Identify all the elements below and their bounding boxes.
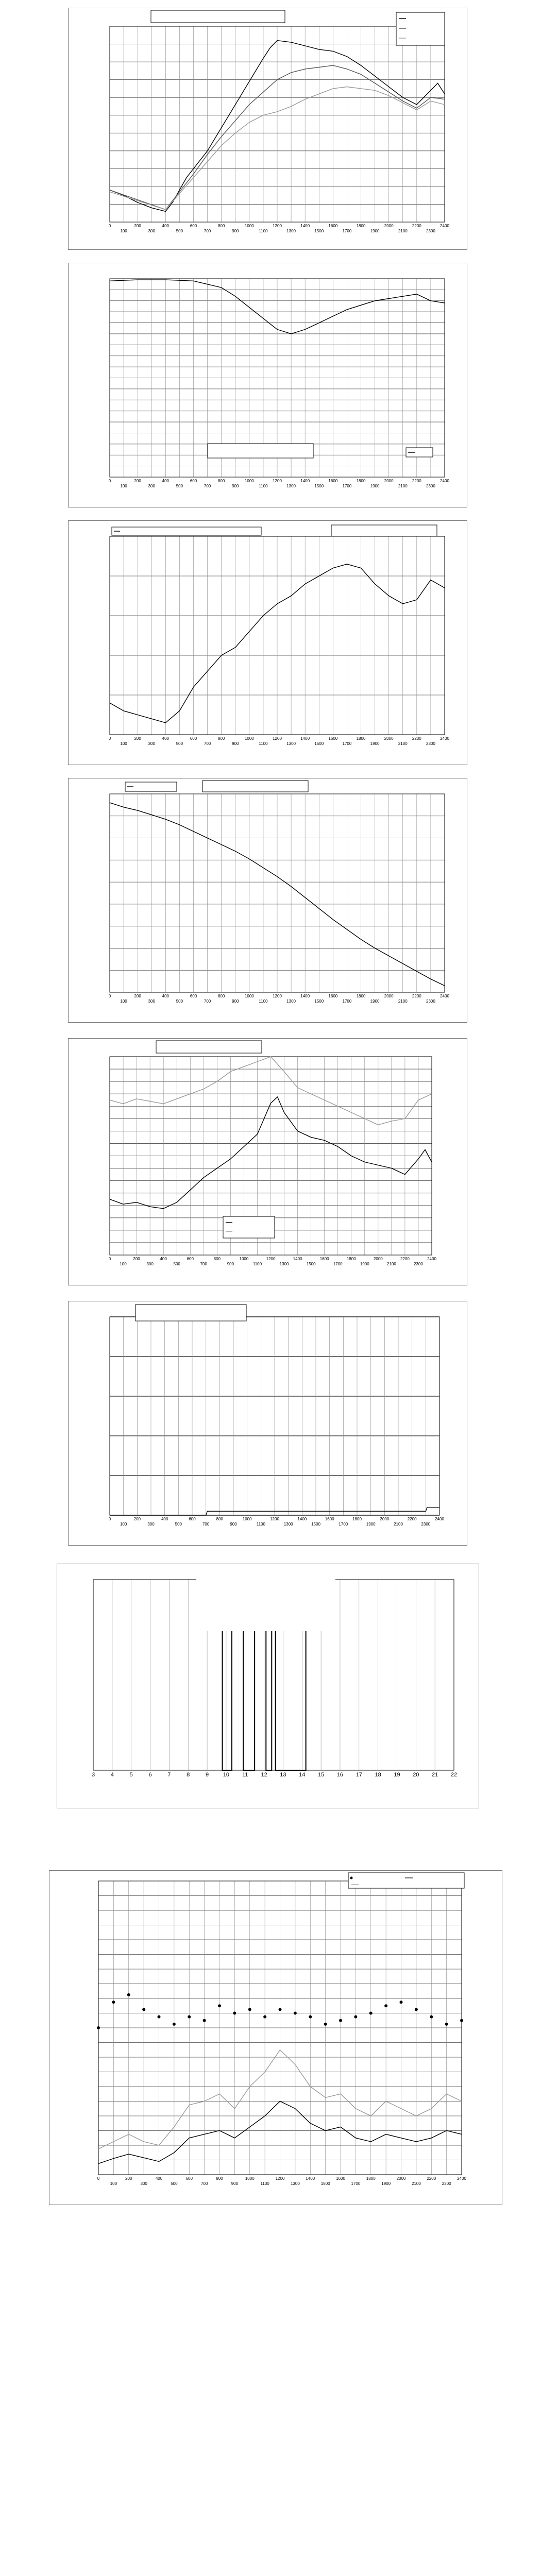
pressure-chart bbox=[69, 778, 467, 1022]
x-tick-label: 300 bbox=[148, 229, 155, 233]
x-tick-label: 500 bbox=[176, 999, 183, 1004]
x-tick-label: 1700 bbox=[339, 1522, 348, 1527]
x-tick-label: 900 bbox=[232, 741, 239, 746]
mixing-ratio-chart-panel bbox=[68, 520, 467, 765]
x-tick-label: 1600 bbox=[319, 1257, 329, 1261]
x-tick-label: 1300 bbox=[286, 484, 296, 488]
legend-box bbox=[223, 1216, 275, 1238]
x-tick-label: 100 bbox=[120, 1262, 127, 1266]
x-tick-label: 200 bbox=[134, 994, 141, 998]
x-tick-label: 2000 bbox=[384, 994, 394, 998]
series-point bbox=[233, 2012, 236, 2015]
x-tick-label: 800 bbox=[217, 736, 225, 741]
series-point bbox=[248, 2008, 251, 2011]
x-tick-label: 5 bbox=[129, 1772, 133, 1778]
x-tick-label: 15 bbox=[317, 1772, 325, 1778]
plot-grid bbox=[110, 794, 445, 992]
x-tick-label: 700 bbox=[204, 741, 211, 746]
x-tick-label: 7 bbox=[167, 1772, 171, 1778]
plot-grid bbox=[110, 26, 445, 222]
x-tick-label: 13 bbox=[280, 1772, 286, 1778]
series-point bbox=[415, 2008, 418, 2011]
title-box bbox=[208, 444, 313, 458]
x-tick-label: 10 bbox=[223, 1772, 230, 1778]
x-tick-label: 18 bbox=[375, 1772, 381, 1778]
x-tick-label: 900 bbox=[232, 229, 239, 233]
x-tick-label: 1300 bbox=[279, 1262, 289, 1266]
x-tick-label: 1100 bbox=[259, 999, 268, 1004]
x-tick-label: 400 bbox=[162, 224, 170, 228]
series-point bbox=[218, 2004, 221, 2007]
x-tick-label: 1800 bbox=[356, 994, 366, 998]
x-tick-label: 400 bbox=[162, 479, 170, 483]
x-tick-label: 2100 bbox=[398, 229, 408, 233]
x-tick-label: 2300 bbox=[442, 2181, 451, 2186]
x-tick-label: 1400 bbox=[306, 2176, 315, 2181]
series-point bbox=[188, 2015, 191, 2019]
x-tick-label: 2300 bbox=[426, 999, 435, 1004]
title-box bbox=[156, 1041, 262, 1053]
x-tick-label: 1700 bbox=[351, 2181, 361, 2186]
x-tick-label: 2200 bbox=[412, 994, 421, 998]
x-tick-label: 800 bbox=[216, 2176, 223, 2181]
x-tick-label: 200 bbox=[133, 1517, 141, 1521]
temperature-chart bbox=[69, 8, 467, 249]
rainfall-chart bbox=[69, 1301, 467, 1545]
x-tick-label: 2200 bbox=[427, 2176, 436, 2181]
x-tick-label: 200 bbox=[125, 2176, 132, 2181]
x-tick-label: 400 bbox=[162, 994, 170, 998]
x-tick-label: 0 bbox=[108, 736, 111, 741]
x-tick-label: 2200 bbox=[412, 479, 421, 483]
x-tick-label: 1600 bbox=[328, 736, 338, 741]
x-tick-label: 200 bbox=[134, 479, 141, 483]
x-tick-label: 14 bbox=[299, 1772, 306, 1778]
series-point bbox=[294, 2012, 297, 2015]
x-tick-label: 1700 bbox=[342, 999, 352, 1004]
x-tick-label: 800 bbox=[213, 1257, 221, 1261]
x-tick-label: 700 bbox=[200, 2181, 208, 2186]
x-tick-label: 700 bbox=[204, 484, 211, 488]
x-tick-label: 2400 bbox=[457, 2176, 466, 2181]
x-tick-label: 4 bbox=[110, 1772, 114, 1778]
series-point bbox=[445, 2023, 448, 2026]
x-tick-label: 200 bbox=[134, 224, 141, 228]
grass-temp-chart-panel bbox=[68, 1038, 467, 1285]
series-point bbox=[354, 2015, 357, 2019]
x-tick-label: 1800 bbox=[366, 2176, 376, 2181]
x-tick-label: 1400 bbox=[297, 1517, 307, 1521]
temperature-chart-panel bbox=[68, 8, 467, 250]
x-tick-label: 100 bbox=[120, 1522, 127, 1527]
series-point bbox=[142, 2008, 145, 2011]
x-tick-label: 700 bbox=[202, 1522, 210, 1527]
x-tick-label: 900 bbox=[232, 484, 239, 488]
x-tick-label: 1500 bbox=[311, 1522, 320, 1527]
x-tick-label: 900 bbox=[231, 2181, 239, 2186]
x-tick-label: 700 bbox=[204, 229, 211, 233]
legend-box bbox=[348, 1873, 464, 1888]
legend-box bbox=[112, 527, 261, 535]
x-tick-label: 900 bbox=[232, 999, 239, 1004]
x-tick-label: 2300 bbox=[426, 484, 435, 488]
grass-temp-chart bbox=[69, 1039, 467, 1285]
plot-grid bbox=[98, 1881, 462, 2175]
x-tick-label: 1300 bbox=[286, 999, 296, 1004]
x-tick-label: 0 bbox=[108, 224, 111, 228]
x-tick-label: 1900 bbox=[381, 2181, 391, 2186]
x-tick-label: 800 bbox=[217, 224, 225, 228]
x-tick-label: 2100 bbox=[394, 1522, 403, 1527]
x-tick-label: 1200 bbox=[273, 736, 282, 741]
x-tick-label: 1600 bbox=[328, 224, 338, 228]
x-tick-label: 2400 bbox=[440, 994, 449, 998]
x-tick-label: 1400 bbox=[293, 1257, 302, 1261]
x-tick-label: 20 bbox=[413, 1772, 419, 1778]
x-tick-label: 1100 bbox=[252, 1262, 262, 1266]
x-tick-label: 1200 bbox=[270, 1517, 279, 1521]
x-tick-label: 2000 bbox=[384, 479, 394, 483]
x-tick-label: 1600 bbox=[328, 479, 338, 483]
x-tick-label: 22 bbox=[450, 1772, 458, 1778]
series-point bbox=[339, 2019, 342, 2022]
x-tick-label: 1500 bbox=[314, 484, 324, 488]
x-tick-label: 400 bbox=[160, 1257, 167, 1261]
x-tick-label: 0 bbox=[108, 1257, 111, 1261]
x-tick-label: 1700 bbox=[342, 741, 352, 746]
x-tick-label: 300 bbox=[148, 741, 155, 746]
legend-box bbox=[396, 12, 445, 45]
wind-chart bbox=[49, 1871, 502, 2205]
x-tick-label: 600 bbox=[190, 736, 197, 741]
x-tick-label: 500 bbox=[176, 741, 183, 746]
x-tick-label: 1700 bbox=[342, 484, 352, 488]
x-tick-label: 1200 bbox=[266, 1257, 276, 1261]
x-tick-label: 700 bbox=[200, 1262, 207, 1266]
x-tick-label: 1500 bbox=[306, 1262, 316, 1266]
series-point bbox=[384, 2004, 387, 2007]
rainfall-chart-panel bbox=[68, 1301, 467, 1546]
x-tick-label: 1000 bbox=[244, 479, 254, 483]
x-tick-label: 1000 bbox=[242, 1517, 252, 1521]
x-tick-label: 2300 bbox=[421, 1522, 431, 1527]
x-tick-label: 0 bbox=[108, 479, 111, 483]
x-tick-label: 200 bbox=[134, 736, 141, 741]
title-box bbox=[331, 525, 437, 536]
legend-swatch bbox=[350, 1877, 353, 1879]
title-box bbox=[151, 10, 285, 23]
x-tick-label: 600 bbox=[187, 1257, 194, 1261]
series-point bbox=[324, 2023, 327, 2026]
x-tick-label: 2400 bbox=[427, 1257, 436, 1261]
x-tick-label: 500 bbox=[176, 229, 183, 233]
x-tick-label: 1200 bbox=[275, 2176, 285, 2181]
x-tick-label: 800 bbox=[217, 479, 225, 483]
x-tick-label: 1900 bbox=[370, 484, 380, 488]
x-tick-label: 2400 bbox=[435, 1517, 444, 1521]
x-tick-label: 2300 bbox=[426, 741, 435, 746]
x-tick-label: 2400 bbox=[440, 479, 449, 483]
x-tick-label: 1200 bbox=[273, 224, 282, 228]
x-tick-label: 1600 bbox=[328, 994, 338, 998]
x-tick-label: 600 bbox=[190, 994, 197, 998]
x-tick-label: 1900 bbox=[366, 1522, 376, 1527]
series-point bbox=[112, 2001, 115, 2004]
x-tick-label: 2200 bbox=[412, 736, 421, 741]
mixing-ratio-chart bbox=[69, 521, 467, 765]
series-point bbox=[203, 2019, 206, 2022]
x-tick-label: 2200 bbox=[407, 1517, 417, 1521]
x-tick-label: 500 bbox=[171, 2181, 178, 2186]
x-tick-label: 2200 bbox=[400, 1257, 410, 1261]
x-tick-label: 1300 bbox=[283, 1522, 293, 1527]
plot-grid bbox=[110, 536, 445, 735]
x-tick-label: 2000 bbox=[384, 736, 394, 741]
series-point bbox=[369, 2012, 373, 2015]
x-tick-label: 1900 bbox=[370, 229, 380, 233]
x-tick-label: 1500 bbox=[320, 2181, 330, 2186]
x-tick-label: 100 bbox=[120, 484, 127, 488]
x-tick-label: 17 bbox=[356, 1772, 362, 1778]
x-tick-label: 1300 bbox=[286, 741, 296, 746]
x-tick-label: 2000 bbox=[396, 2176, 406, 2181]
x-tick-label: 1700 bbox=[333, 1262, 343, 1266]
x-tick-label: 2200 bbox=[412, 224, 421, 228]
x-tick-label: 0 bbox=[97, 2176, 100, 2181]
x-tick-label: 300 bbox=[147, 1522, 155, 1527]
x-tick-label: 2100 bbox=[398, 999, 408, 1004]
x-tick-label: 1900 bbox=[370, 741, 380, 746]
x-tick-label: 1400 bbox=[300, 224, 310, 228]
x-tick-label: 3 bbox=[91, 1772, 95, 1778]
x-tick-label: 1600 bbox=[336, 2176, 345, 2181]
x-tick-label: 1000 bbox=[244, 224, 254, 228]
x-tick-label: 1200 bbox=[273, 994, 282, 998]
series-point bbox=[460, 2019, 463, 2022]
x-tick-label: 16 bbox=[336, 1772, 344, 1778]
x-tick-label: 1100 bbox=[260, 2181, 269, 2186]
x-tick-label: 1800 bbox=[356, 224, 366, 228]
sunshine-chart-panel bbox=[57, 1564, 479, 1808]
x-tick-label: 400 bbox=[162, 736, 170, 741]
x-tick-label: 300 bbox=[140, 2181, 147, 2186]
x-tick-label: 2000 bbox=[380, 1517, 390, 1521]
x-tick-label: 300 bbox=[148, 484, 155, 488]
x-tick-label: 1500 bbox=[314, 229, 324, 233]
plot-grid bbox=[110, 1317, 439, 1515]
x-tick-label: 1000 bbox=[244, 736, 254, 741]
x-tick-label: 1700 bbox=[342, 229, 352, 233]
x-tick-label: 12 bbox=[261, 1772, 267, 1778]
x-tick-label: 1000 bbox=[245, 2176, 255, 2181]
x-tick-label: 2000 bbox=[373, 1257, 383, 1261]
x-tick-label: 900 bbox=[230, 1522, 237, 1527]
x-tick-label: 600 bbox=[190, 479, 197, 483]
title-box bbox=[136, 1304, 246, 1321]
sunshine-chart bbox=[57, 1564, 479, 1808]
x-tick-label: 600 bbox=[185, 2176, 193, 2181]
x-tick-label: 9 bbox=[205, 1772, 209, 1778]
x-tick-label: 2300 bbox=[414, 1262, 423, 1266]
x-tick-label: 100 bbox=[120, 999, 127, 1004]
title-area bbox=[196, 1577, 335, 1631]
x-tick-label: 1800 bbox=[356, 479, 366, 483]
x-tick-label: 900 bbox=[227, 1262, 234, 1266]
x-tick-label: 1100 bbox=[256, 1522, 265, 1527]
x-tick-label: 1800 bbox=[356, 736, 366, 741]
x-tick-label: 100 bbox=[120, 741, 127, 746]
x-tick-label: 500 bbox=[173, 1262, 180, 1266]
x-tick-label: 2400 bbox=[440, 736, 449, 741]
series-point bbox=[127, 1993, 130, 1996]
x-tick-label: 300 bbox=[146, 1262, 154, 1266]
x-tick-label: 1400 bbox=[300, 994, 310, 998]
wind-chart-panel bbox=[49, 1870, 502, 2205]
x-tick-label: 300 bbox=[148, 999, 155, 1004]
x-tick-label: 1100 bbox=[259, 741, 268, 746]
x-tick-label: 0 bbox=[108, 994, 111, 998]
x-tick-label: 2100 bbox=[398, 484, 408, 488]
x-tick-label: 600 bbox=[190, 224, 197, 228]
x-tick-label: 1000 bbox=[244, 994, 254, 998]
x-tick-label: 2100 bbox=[398, 741, 408, 746]
x-tick-label: 800 bbox=[216, 1517, 224, 1521]
humidity-chart-panel bbox=[68, 263, 467, 507]
x-tick-label: 1100 bbox=[259, 229, 268, 233]
series-point bbox=[309, 2015, 312, 2019]
x-tick-label: 1400 bbox=[300, 479, 310, 483]
x-tick-label: 21 bbox=[432, 1772, 438, 1778]
x-tick-label: 200 bbox=[133, 1257, 140, 1261]
x-tick-label: 2400 bbox=[440, 224, 449, 228]
x-tick-label: 700 bbox=[204, 999, 211, 1004]
x-tick-label: 400 bbox=[155, 2176, 163, 2181]
x-tick-label: 11 bbox=[242, 1772, 248, 1778]
series-point bbox=[279, 2008, 282, 2011]
x-tick-label: 2100 bbox=[411, 2181, 421, 2186]
x-tick-label: 1600 bbox=[325, 1517, 334, 1521]
x-tick-label: 1100 bbox=[259, 484, 268, 488]
x-tick-label: 2100 bbox=[386, 1262, 396, 1266]
series-point bbox=[400, 2001, 403, 2004]
x-tick-label: 600 bbox=[189, 1517, 196, 1521]
x-tick-label: 1900 bbox=[360, 1262, 369, 1266]
x-tick-label: 0 bbox=[108, 1517, 111, 1521]
x-tick-label: 1200 bbox=[273, 479, 282, 483]
x-tick-label: 100 bbox=[110, 2181, 117, 2186]
x-tick-label: 1300 bbox=[286, 229, 296, 233]
x-tick-label: 2300 bbox=[426, 229, 435, 233]
pressure-chart-panel bbox=[68, 778, 467, 1023]
x-tick-label: 1800 bbox=[346, 1257, 356, 1261]
series-point bbox=[97, 2026, 100, 2029]
x-tick-label: 500 bbox=[176, 484, 183, 488]
title-box bbox=[202, 781, 308, 792]
series-point bbox=[263, 2015, 266, 2019]
series-point bbox=[430, 2015, 433, 2019]
x-tick-label: 1000 bbox=[239, 1257, 249, 1261]
x-tick-label: 800 bbox=[217, 994, 225, 998]
x-tick-label: 6 bbox=[148, 1772, 152, 1778]
x-tick-label: 1500 bbox=[314, 741, 324, 746]
x-tick-label: 1400 bbox=[300, 736, 310, 741]
series-point bbox=[173, 2023, 176, 2026]
x-tick-label: 100 bbox=[120, 229, 127, 233]
x-tick-label: 1800 bbox=[352, 1517, 362, 1521]
x-tick-label: 1900 bbox=[370, 999, 380, 1004]
humidity-chart bbox=[69, 263, 467, 507]
x-tick-label: 500 bbox=[175, 1522, 182, 1527]
x-tick-label: 2000 bbox=[384, 224, 394, 228]
x-tick-label: 8 bbox=[187, 1772, 190, 1778]
x-tick-label: 400 bbox=[161, 1517, 168, 1521]
series-point bbox=[158, 2015, 161, 2019]
x-tick-label: 1500 bbox=[314, 999, 324, 1004]
x-tick-label: 19 bbox=[394, 1772, 400, 1778]
x-tick-label: 1300 bbox=[290, 2181, 300, 2186]
